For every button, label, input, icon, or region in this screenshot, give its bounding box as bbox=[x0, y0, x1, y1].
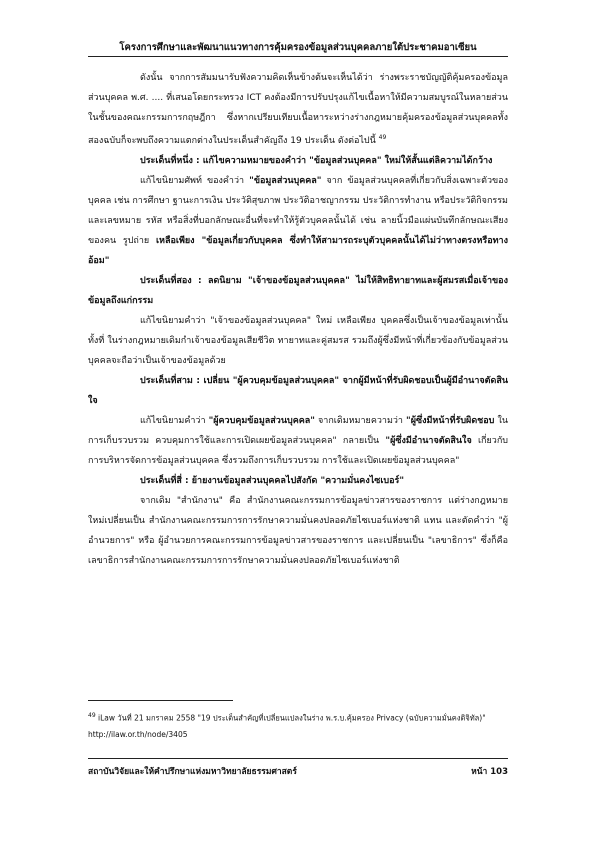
issue2-paragraph: แก้ไขนิยามคำว่า "เจ้าของข้อมูลส่วนบุคคล" ใหม่ เหลือเพียง บุคคลซึ่งเป็นเจ้าของข้อมูลเท่านั้น ทั้งที่ ในร่างกฎหมายเดิมกำเจ้าของข้อมูลเสียชีวิต ทายาทและคู่สมรส รวมถึงผู้ซึ่งมีหน้าที่เกี่ยวข้องกับข้อมูลส่วนบุคคลจะถือว่าเป็นเจ้าของข้อมูลด้วย bbox=[88, 316, 508, 366]
issue1-text-a: แก้ไขนิยามศัพท์ ของคำว่า bbox=[140, 176, 250, 186]
page-header: โครงการศึกษาและพัฒนาแนวทางการคุ้มครองข้อมูลส่วนบุคคลภายใต้ประชาคมอาเซียน bbox=[119, 42, 477, 53]
footer-divider bbox=[88, 758, 508, 759]
issue3-old: "ผู้ซึ่งมีหน้าที่รับผิดชอบ bbox=[406, 416, 495, 426]
issue2-heading: ประเด็นที่สอง : ลดนิยาม "เจ้าของข้อมูลส่วนบุคคล" ไม่ให้สิทธิทายาทและผู้สมรสเมื่อเจ้าของข้อมูลถึงแก่กรรม bbox=[88, 276, 508, 306]
footnote-number: 49 bbox=[88, 712, 96, 719]
issue3-text-d: เกี่ยวกับการบริหารจัดการข้อมูลส่วนบุคคล ซึ่งรวมถึงการเก็บรวบรวม การใช้และเปิดเผยข้อมูลส่วนบุคคล" bbox=[88, 436, 508, 466]
footer-institution: สถาบันวิจัยและให้คำปรึกษาแห่งมหาวิทยาลัยธรรมศาสตร์ bbox=[88, 767, 297, 777]
issue1-term: "ข้อมูลส่วนบุคคล" bbox=[249, 176, 322, 186]
issue1-paragraph bbox=[88, 171, 508, 271]
issue1-text-c: เหลือเพียง "ข้อมูลเกี่ยวกับบุคคล ซึ่งทำให้สามารถระบุตัวบุคคลนั้นได้ไม่ว่าทางตรงหรือทางอ้อม" bbox=[88, 236, 509, 266]
footnote bbox=[88, 708, 508, 743]
issue1-text-b: จาก ข้อมูลส่วนบุคคลที่เกี่ยวกับสิ่งเฉพาะตัวของบุคคล เช่น การศึกษา ฐานะการเงิน ประวัติสุขภาพ ประวัติอาชญากรรม ประวัติการทำงาน หรือประวัติกิจกรรม และเลขหมาย รหัส หรือสิ่งที่บอกลักษณะอื่นที่จะทำให้รู้ตัวบุคคลนั้นได้ เช่น ลายนิ้วมือแผ่นบันทึกลักษณะเสียงของคน รูปถ่าย bbox=[88, 176, 509, 246]
issue1-heading: ประเด็นที่หนึ่ง : แก้ไขความหมายของคำว่า "ข้อมูลส่วนบุคคล" ใหม่ให้สั้นแต่ลิความได้กว้าง bbox=[140, 156, 493, 166]
page-body bbox=[88, 68, 508, 571]
issue3-text-a: แก้ไขนิยามคำว่า bbox=[140, 416, 209, 426]
footnote-ref: 49 bbox=[378, 134, 387, 141]
intro-paragraph bbox=[88, 68, 508, 151]
issue3-heading: ประเด็นที่สาม : เปลี่ยน "ผู้ควบคุมข้อมูลส่วนบุคคล" จากผู้มีหน้าที่รับผิดชอบเป็นผู้มีอำนาจตัดสินใจ bbox=[88, 376, 508, 406]
footnote-text: iLaw วันที่ 21 มกราคม 2558 "19 ประเด็นสำคัญที่เปลี่ยนแปลงในร่าง พ.ร.บ.คุ้มครอง Privacy (ฉบับความมั่นคงดิจิทัล)" http://ilaw.or.th/node/3405 bbox=[88, 713, 486, 739]
header-divider bbox=[88, 56, 508, 57]
footnote-divider bbox=[88, 700, 233, 701]
intro-text: ดังนั้น จากการสัมมนารับฟังความคิดเห็นข้างต้นจะเห็นได้ว่า ร่างพระราชบัญญัติคุ้มครองข้อมูลส่วนบุคคล พ.ศ. .... ที่เสนอโดยกระทรวง ICT คงต้องมีการปรับปรุงแก้ไขเนื้อหาให้มีความสมบูรณ์ในหลายส่วนในชั้นของคณะกรรมการกฤษฎีกา ซึ่งหากเปรียบเทียบเนื้อหาระหว่างร่างกฎหมายคุ้มครองข้อมูลส่วนบุคคลทั้งสองฉบับก็จะพบถึงความแตกต่างในประเด็นสำคัญถึง 19 ประเด็น ดังต่อไปนี้ bbox=[88, 73, 508, 146]
page-number: หน้า 103 bbox=[471, 767, 508, 777]
issue3-new: "ผู้ซึ่งมีอำนาจตัดสินใจ bbox=[385, 436, 472, 446]
issue3-text-b: จากเดิมหมายความว่า bbox=[314, 416, 407, 426]
issue3-text-c: ในการเก็บรวบรวม ควบคุมการใช้และการเปิดเผยข้อมูลส่วนบุคคล" กลายเป็น bbox=[88, 416, 508, 446]
issue4-heading: ประเด็นที่สี่ : ย้ายงานข้อมูลส่วนบุคคลไปสังกัด "ความมั่นคงไซเบอร์" bbox=[140, 476, 405, 486]
issue3-paragraph bbox=[88, 411, 508, 471]
issue3-term: "ผู้ควบคุมข้อมูลส่วนบุคคล" bbox=[208, 416, 315, 426]
issue4-paragraph: จากเดิม "สำนักงาน" คือ สำนักงานคณะกรรมการข้อมูลข่าวสารของราชการ แต่ร่างกฎหมายใหม่เปลี่ยนเป็น สำนักงานคณะกรรมการการรักษาความมั่นคงปลอดภัยไซเบอร์แห่งชาติ แทน และตัดคำว่า "ผู้อำนวยการ" หรือ ผู้อำนวยการคณะกรรมการข้อมูลข่าวสารของราชการ และเปลี่ยนเป็น "เลขาธิการ" ซึ่งก็คือ เลขาธิการสำนักงานคณะกรรมการการรักษาความมั่นคงปลอดภัยไซเบอร์แห่งชาติ bbox=[88, 496, 508, 566]
